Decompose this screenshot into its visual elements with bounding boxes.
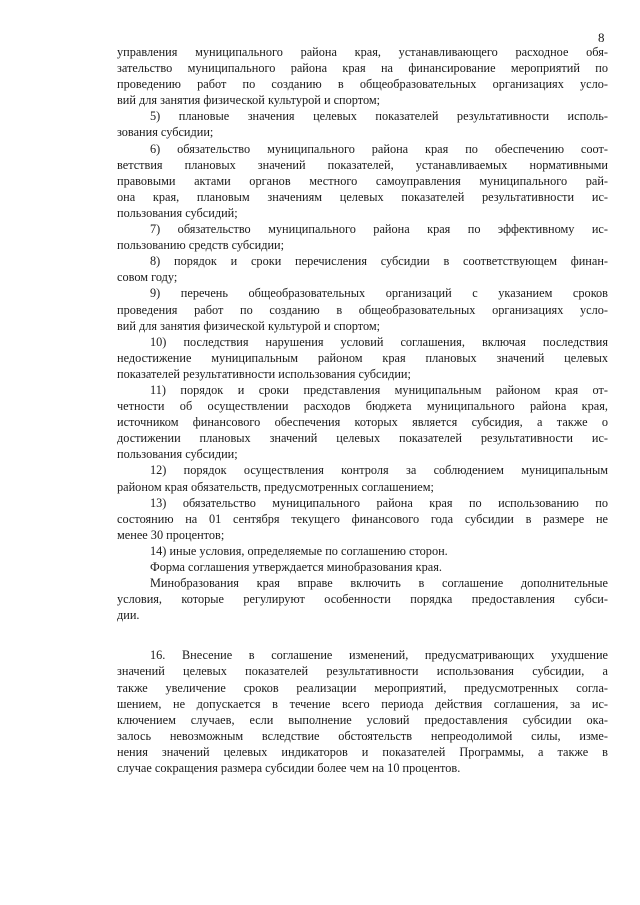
- text-line: шением, не допускается в течение всего периода действия соглашения, за ис-: [117, 696, 608, 711]
- paragraph-gap: [117, 623, 608, 647]
- paragraph: [117, 559, 608, 575]
- text-line: 5) плановые значения целевых показателей результативности исполь-: [150, 109, 608, 124]
- text-line: зательство муниципального района края на финансирование мероприятий по: [117, 61, 608, 76]
- page-number: 8: [598, 30, 605, 45]
- text-line: 6) обязательство муниципального района края по обеспечению соот-: [150, 141, 608, 156]
- text-line: правовыми актами органов местного самоуправления муниципального рай-: [117, 173, 608, 188]
- text-line: вий для занятия физической культурой и спортом;: [117, 93, 381, 108]
- text-line: пользования субсидий;: [117, 205, 238, 220]
- text-line: 13) обязательство муниципального района края по использованию по: [150, 495, 608, 510]
- paragraph: [117, 253, 608, 285]
- text-line: 12) порядок осуществления контроля за соблюдением муниципальным: [150, 463, 608, 478]
- paragraph: [117, 141, 608, 221]
- text-line: проведению работ по созданию в общеобразовательных организациях усло-: [117, 77, 608, 92]
- text-line: случае сокращения размера субсидии более чем на 10 процентов.: [117, 761, 461, 776]
- text-line: условия, которые регулируют особенности порядка предоставления субси-: [117, 592, 608, 607]
- text-line: управления муниципального района края, устанавливающего расходное обя-: [117, 45, 608, 59]
- text-line: 11) порядок и сроки представления муниципальным районом края от-: [150, 382, 608, 397]
- text-line: нения значений целевых индикаторов и показателей Программы, а также в: [117, 744, 608, 759]
- text-line: Форма соглашения утверждается минобразования края.: [150, 560, 442, 574]
- text-line: проведения работ по созданию в общеобразовательных организациях усло-: [117, 302, 608, 317]
- paragraph: [117, 382, 608, 462]
- text-line: залось невозможным вследствие обстоятельств непреодолимой силы, изме-: [117, 728, 608, 743]
- paragraph: [117, 285, 608, 333]
- text-line: значений целевых показателей результативности использования субсидии, а: [117, 664, 608, 679]
- paragraph: [117, 221, 608, 253]
- paragraph: [117, 462, 608, 494]
- text-line: 10) последствия нарушения условий соглашения, включая последствия: [150, 334, 608, 349]
- text-line: 9) перечень общеобразовательных организаций с указанием сроков: [150, 286, 608, 301]
- text-line: дии.: [117, 608, 140, 623]
- text-line: менее 30 процентов;: [117, 527, 225, 542]
- text-line: вий для занятия физической культурой и спортом;: [117, 318, 381, 333]
- text-line: также увеличение сроков реализации мероприятий, предусмотренных согла-: [117, 680, 608, 695]
- text-line: недостижение муниципальным районом края плановых значений целевых: [117, 350, 608, 365]
- paragraph: [117, 44, 608, 108]
- text-line: ветствия плановых значений показателей, устанавливаемых нормативными: [117, 157, 608, 172]
- text-line: совом году;: [117, 270, 178, 285]
- text-line: Минобразования края вправе включить в соглашение дополнительные: [150, 576, 608, 591]
- text-line: пользованию средств субсидии;: [117, 238, 285, 253]
- text-line: достижении плановых значений целевых показателей результативности ис-: [117, 431, 608, 446]
- paragraph: [117, 647, 608, 776]
- text-line: четности об осуществлении расходов бюджета муниципального района края,: [117, 399, 608, 414]
- text-line: состоянию на 01 сентября текущего финансового года субсидии в размере не: [117, 511, 608, 526]
- paragraph: [117, 108, 608, 140]
- text-line: 7) обязательство муниципального района края по эффективному ис-: [150, 222, 608, 237]
- text-line: 14) иные условия, определяемые по соглашению сторон.: [150, 543, 448, 558]
- paragraph: [117, 495, 608, 543]
- paragraph: [117, 575, 608, 623]
- text-line: показателей результативности использования субсидии;: [117, 366, 411, 381]
- text-line: 8) порядок и сроки перечисления субсидии в соответствующем финан-: [150, 254, 608, 269]
- document-body: [117, 44, 608, 776]
- text-line: пользования субсидии;: [117, 447, 238, 462]
- paragraph: [117, 334, 608, 382]
- text-line: 16. Внесение в соглашение изменений, предусматривающих ухудшение: [150, 648, 608, 663]
- text-line: районом края обязательств, предусмотренных соглашением;: [117, 479, 434, 494]
- paragraph: [117, 543, 608, 559]
- text-line: она края, плановым значениям целевых показателей результативности ис-: [117, 189, 608, 204]
- text-line: источником финансового обеспечения которых является субсидия, а также о: [117, 415, 608, 430]
- text-line: ключением случаев, если выполнение условий предоставления субсидии ока-: [117, 712, 608, 727]
- text-line: зования субсидии;: [117, 125, 214, 140]
